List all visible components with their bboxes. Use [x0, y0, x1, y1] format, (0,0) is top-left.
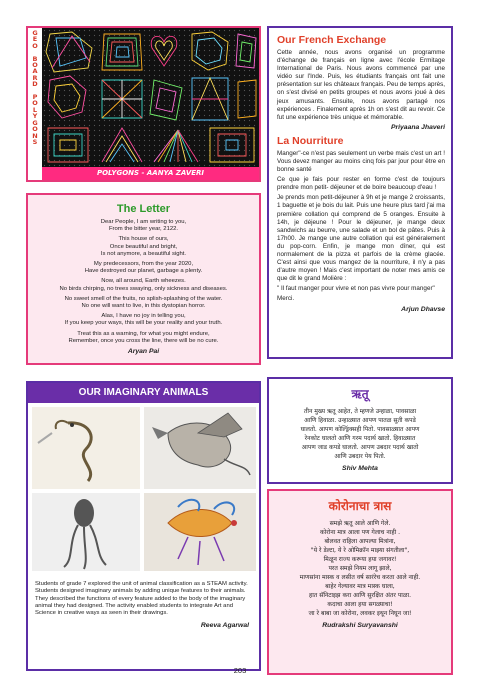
french-exchange-title: Our French Exchange: [277, 34, 387, 46]
polygons-artwork: [42, 28, 259, 167]
geo-board-letter: O: [32, 99, 38, 108]
nourriture-title: La Nourriture: [277, 134, 344, 147]
polygons-artwork-svg: [42, 28, 259, 167]
letter-stanza: Dear People, I am writing to you, From the bitter year, 2122.: [100, 219, 187, 233]
nourriture-paragraph-1: Manger"-ce n'est pas seulement un verbe mais c'est un art ! Vous devez manger au moins cinq fois par jour pour être en bonne santé: [277, 149, 445, 174]
geo-board-letter: L: [32, 105, 38, 114]
geo-board-letter: N: [32, 131, 38, 140]
geo-board-caption: POLYGONS - AANYA ZAVERI: [42, 167, 259, 180]
geo-board-letter: D: [32, 80, 38, 89]
poem-line: "ये रे डेल्टा, ये रे ओमिक्रॉन माझ्या संगतीला",: [310, 547, 410, 554]
nourriture-author: Arjun Dhavse: [401, 305, 445, 313]
poem-line: बाहेर गेल्यावर मात्र मास्क घाला,: [325, 583, 395, 590]
letter-stanza: Alas, I have no joy in telling you, If you keep your ways, this will be your reality and your truth.: [64, 313, 223, 327]
poem-line: कोरोना मात्र आला पण गेलाच नाही .: [319, 529, 401, 536]
nourriture-paragraph-2: Ce que je fais pour rester en forme c'est de toujours prendre mon petit- déjeuner et de boire beaucoup d'eau !: [277, 176, 445, 192]
geo-board-letter: O: [32, 125, 38, 134]
letter-stanza: No sweet smell of the fruits, no splish-splashing of the water. No one will want to live, in this dystopian horror.: [64, 295, 223, 310]
french-exchange-author: Priyaana Jhaveri: [390, 123, 445, 131]
geo-board-vertical-title: [28, 28, 42, 180]
letter-body: [36, 219, 251, 345]
poem-line: तीन मुख्य ऋतू आहेत, ते म्हणजे उन्हाळा, पावसाळा: [303, 408, 417, 415]
geo-board-letter: P: [32, 93, 38, 102]
letter-poem-box: [26, 193, 261, 365]
rutu-poem-box: [267, 377, 453, 484]
corona-author: Rudrakshi Suryavanshi: [322, 622, 398, 629]
poem-line: घालतो. आपण कोल्ड्रिंक्सही पितो. पावसाळ्यात आपण: [300, 426, 420, 433]
page-number: 203: [233, 666, 247, 675]
imaginary-animals-author: Reeva Agarwal: [200, 622, 249, 630]
geo-board-letter: Y: [32, 112, 38, 121]
geo-board-letter: G: [32, 118, 38, 127]
poem-line: आणि हिवाळा. उन्हाळ्यात आपण पातळ सुती कपडे: [304, 417, 416, 424]
poem-line: जा रे बाबा जा कोरोना, लवकर इथून निघून जा!: [308, 610, 412, 617]
geo-board-section: [26, 26, 261, 182]
letter-author: Aryan Pai: [127, 348, 160, 356]
imaginary-animals-description: Students of grade 7 explored the unit of animal classification as a STEAM activity. Students designed imaginary animals by adding unique features to their animals. They described the functions of every feature added to the body of the imaginary animal they had designed. The activity enabled students to integrate Art and Science in creative ways as seen in their drawings.: [35, 581, 248, 617]
imaginary-animals-drawings: [28, 403, 259, 575]
geo-board-letter: S: [32, 137, 38, 146]
rutu-title: ऋतू: [351, 387, 369, 401]
poem-line: आपण जाड कपडे घालतो. आपण उबदार पदार्थ खातो: [301, 444, 419, 451]
corona-poem-box: [267, 489, 453, 675]
poem-line: कदाचा आला हया सगळ्याचा!: [327, 601, 393, 608]
corona-title: कोरोनाचा त्रास: [328, 499, 392, 513]
letter-stanza: This house of ours, Once beautiful and bright, Is not anymore, a beautiful sight.: [100, 236, 187, 257]
geo-board-letter: O: [32, 61, 38, 70]
poem-line: बोलवत राहिला आपल्या मित्रांना,: [324, 538, 396, 545]
poem-line: माणसांना मास्क व लसीत वर्ष सारंरेच करता आले नाही.: [299, 574, 421, 581]
rutu-lines: [275, 407, 445, 461]
poem-line: आणि उबदार पेय पितो.: [334, 453, 386, 460]
geo-board-letter: B: [32, 54, 38, 63]
poem-line: समझे ऋतू आले आणि गेले.: [329, 520, 391, 527]
geo-board-letter: R: [32, 73, 38, 82]
french-exchange-article: [267, 26, 453, 359]
poem-line: परत समझे नियम लागू झाले,: [328, 565, 392, 572]
geo-board-letter: G: [32, 29, 38, 37]
imaginary-animals-title: OUR IMAGINARY ANIMALS: [28, 383, 259, 403]
poem-line: हात सॅनिटाइझ करा आणि सुरक्षित अंतर पाळा.: [308, 592, 412, 599]
geo-board-letter: E: [32, 35, 38, 44]
geo-board-letter: A: [32, 67, 38, 76]
letter-title: The Letter: [116, 203, 171, 215]
nourriture-quote: " Il faut manger pour vivre et non pas vivre pour manger": [277, 285, 435, 293]
imaginary-animals-text: [35, 581, 253, 634]
letter-stanza: Treat this as a warning, for what you might endure, Remember, once you cross the line, there will be no cure.: [68, 330, 219, 344]
poem-line: मिळून राज्य करूया हया जगावर!: [323, 556, 397, 563]
corona-lines: [275, 519, 445, 618]
imaginary-animals-section: [26, 381, 261, 671]
letter-stanza: Now, all around, Earth wheezes. No birds chirping, no trees swaying, only sickness and diseases.: [59, 278, 228, 292]
rutu-author: Shiv Mehta: [342, 465, 378, 472]
french-exchange-text: Cette année, nous avons organisé un programme d'échange de français en ligne avec l'école Ermitage International de Paris. Nous avons commencé par une vidéo sur l'Inde. Puis, les étudiants français ont fait une présentation sur les châteaux français. Peu de temps après, on s'est divisé en petits groupes et nous avons joué à des jeux amusants. Ensuite, nous avons partagé nos expériences . Finalement après 1h on s'est dit au revoir. Ce fut une expérience très unique et mémorable.: [277, 49, 445, 121]
poem-line: रेनकोट घालतो आणि गरम पदार्थ खातो. हिवाळ्यात: [304, 435, 416, 442]
letter-stanza: My predecessors, from the year 2020, Have destroyed our planet, garbage a plenty.: [84, 261, 203, 275]
nourriture-thanks: Merci.: [277, 295, 295, 303]
nourriture-paragraph-3: Je prends mon petit-déjeuner à 9h et je mange 2 croissants, 1 baguette et je bois du lait. Puis une heure plus tard j'ai ma première collation qui comprend de 5 oranges. Ensuite à 14h, je déjeune ! Pour le déjeuner, je mange deux sandwichs au beurre, une salade et un bol de pâtes. Puis à 17h00. Je mange une autre collation qui est généralement du pop-corn. Enfin, je mange mon dîner, qui est normalement de la pizza et parfois de la crème glacée. C'est ainsi que vous mangez de la nourriture, il n'y a pas d'autre moyen ! Mais c'est important de noter mes amis ce que dit le grand Molière :: [277, 194, 445, 283]
geo-board-letter: O: [32, 41, 38, 50]
